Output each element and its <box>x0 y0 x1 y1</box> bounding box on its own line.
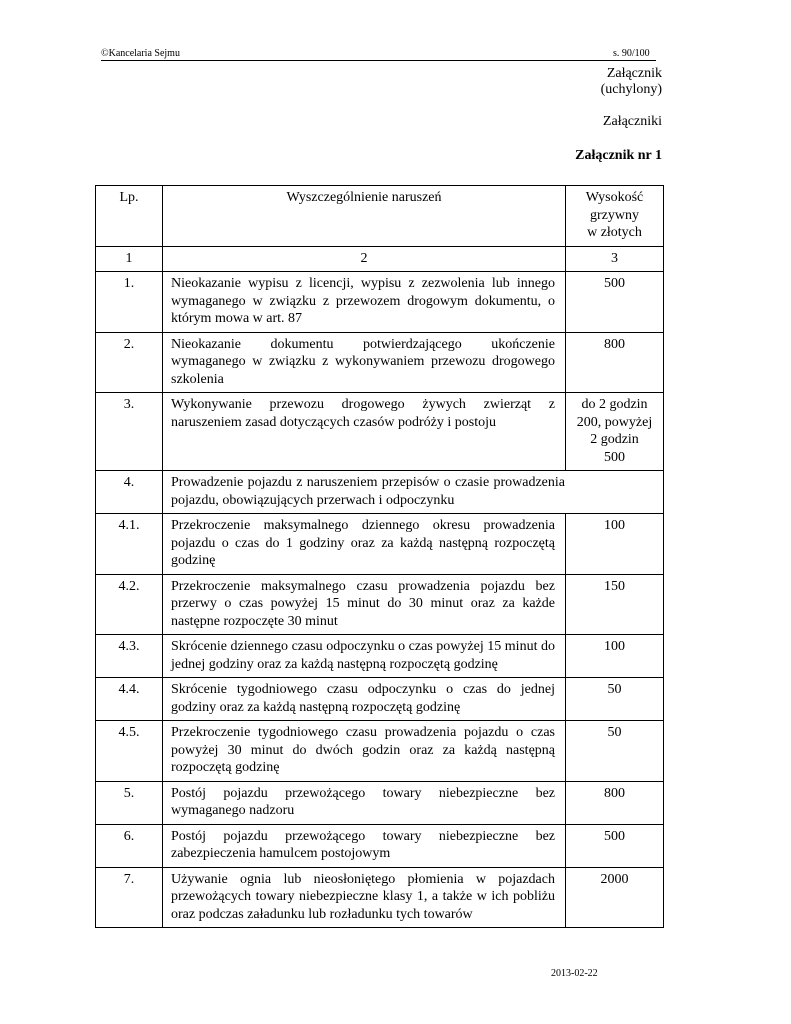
annex-title: Załącznik nr 1 <box>575 148 662 163</box>
column-number-row <box>96 246 664 272</box>
table-row <box>96 781 664 824</box>
row-description: Używanie ognia lub nieosłoniętego płomienia w pojazdach przewożących towary niebezpieczne klasy 1, a także w ich pobliżu oraz podczas załadunku lub rozładunku tych towarów <box>163 867 566 928</box>
table-row <box>96 514 664 575</box>
table-row <box>96 574 664 635</box>
row-lp: 1. <box>96 272 163 333</box>
table-header-row <box>96 186 664 247</box>
row-lp: 7. <box>96 867 163 928</box>
row-lp: 4.3. <box>96 635 163 678</box>
row-description: Nieokazanie dokumentu potwierdzającego ukończenie wymaganego w związku z wykonywaniem przewozu drogowego szkolenia <box>163 332 566 393</box>
row-amount: 500 <box>566 824 664 867</box>
row-description: Wykonywanie przewozu drogowego żywych zwierząt z naruszeniem zasad dotyczących czasów podróży i postoju <box>163 393 566 471</box>
header-left: ©Kancelaria Sejmu <box>101 48 180 59</box>
table-row <box>96 635 664 678</box>
page-number: s. 90/100 <box>613 48 650 59</box>
row-amount: 100 <box>566 514 664 575</box>
header-rule <box>101 60 656 61</box>
row-amount: 50 <box>566 721 664 782</box>
row-lp: 4.1. <box>96 514 163 575</box>
row-amount: 2000 <box>566 867 664 928</box>
row-lp: 3. <box>96 393 163 471</box>
row-amount: 50 <box>566 678 664 721</box>
table-row <box>96 471 664 514</box>
header-amount: Wysokość grzywny w złotych <box>566 186 664 247</box>
row-description: Przekroczenie maksymalnego dziennego okresu prowadzenia pojazdu o czas do 1 godziny oraz za każdą następną rozpoczętą godzinę <box>163 514 566 575</box>
row-lp: 4.5. <box>96 721 163 782</box>
table-row <box>96 393 664 471</box>
row-lp: 4. <box>96 471 163 514</box>
header-description: Wyszczególnienie naruszeń <box>163 186 566 247</box>
row-description: Nieokazanie wypisu z licencji, wypisu z zezwolenia lub innego wymaganego w związku z przewozem drogowym dokumentu, o którym mowa w art. 87 <box>163 272 566 333</box>
row-lp: 4.4. <box>96 678 163 721</box>
row-description: Skrócenie tygodniowego czasu odpoczynku o czas do jednej godziny oraz za każdą następną rozpoczętą godzinę <box>163 678 566 721</box>
table-row <box>96 272 664 333</box>
row-lp: 4.2. <box>96 574 163 635</box>
table-row <box>96 332 664 393</box>
annexes-heading: Załączniki <box>602 114 662 129</box>
table-row <box>96 824 664 867</box>
column-number: 1 <box>96 246 163 272</box>
footer-date: 2013-02-22 <box>551 968 598 979</box>
table-row <box>96 721 664 782</box>
row-amount: 800 <box>566 332 664 393</box>
row-description: Skrócenie dziennego czasu odpoczynku o czas powyżej 15 minut do jednej godziny oraz za każdą następną rozpoczętą godzinę <box>163 635 566 678</box>
row-amount: do 2 godzin 200, powyżej 2 godzin 500 <box>566 393 664 471</box>
row-description: Przekroczenie maksymalnego czasu prowadzenia pojazdu bez przerwy o czas powyżej 15 minut do 30 minut oraz za każde następne rozpoczęte 30 minut <box>163 574 566 635</box>
header-lp: Lp. <box>96 186 163 247</box>
row-description: Postój pojazdu przewożącego towary niebezpieczne bez wymaganego nadzoru <box>163 781 566 824</box>
row-description: Postój pojazdu przewożącego towary niebezpieczne bez zabezpieczenia hamulcem postojowym <box>163 824 566 867</box>
row-description: Przekroczenie tygodniowego czasu prowadzenia pojazdu o czas powyżej 30 minut do dwóch godzin oraz za każdą następną rozpoczętą godzinę <box>163 721 566 782</box>
row-amount: 150 <box>566 574 664 635</box>
row-amount: 500 <box>566 272 664 333</box>
annex-repealed: (uchylony) <box>600 82 662 97</box>
row-amount: 800 <box>566 781 664 824</box>
annex-label: Załącznik <box>606 66 662 81</box>
row-lp: 2. <box>96 332 163 393</box>
column-number: 3 <box>566 246 664 272</box>
row-lp: 5. <box>96 781 163 824</box>
fines-table <box>95 185 664 928</box>
column-number: 2 <box>163 246 566 272</box>
row-lp: 6. <box>96 824 163 867</box>
table-row <box>96 867 664 928</box>
row-description: Prowadzenie pojazdu z naruszeniem przepisów o czasie prowadzenia pojazdu, obowiązujących przerwach i odpoczynku <box>163 471 664 514</box>
row-amount: 100 <box>566 635 664 678</box>
table-row <box>96 678 664 721</box>
